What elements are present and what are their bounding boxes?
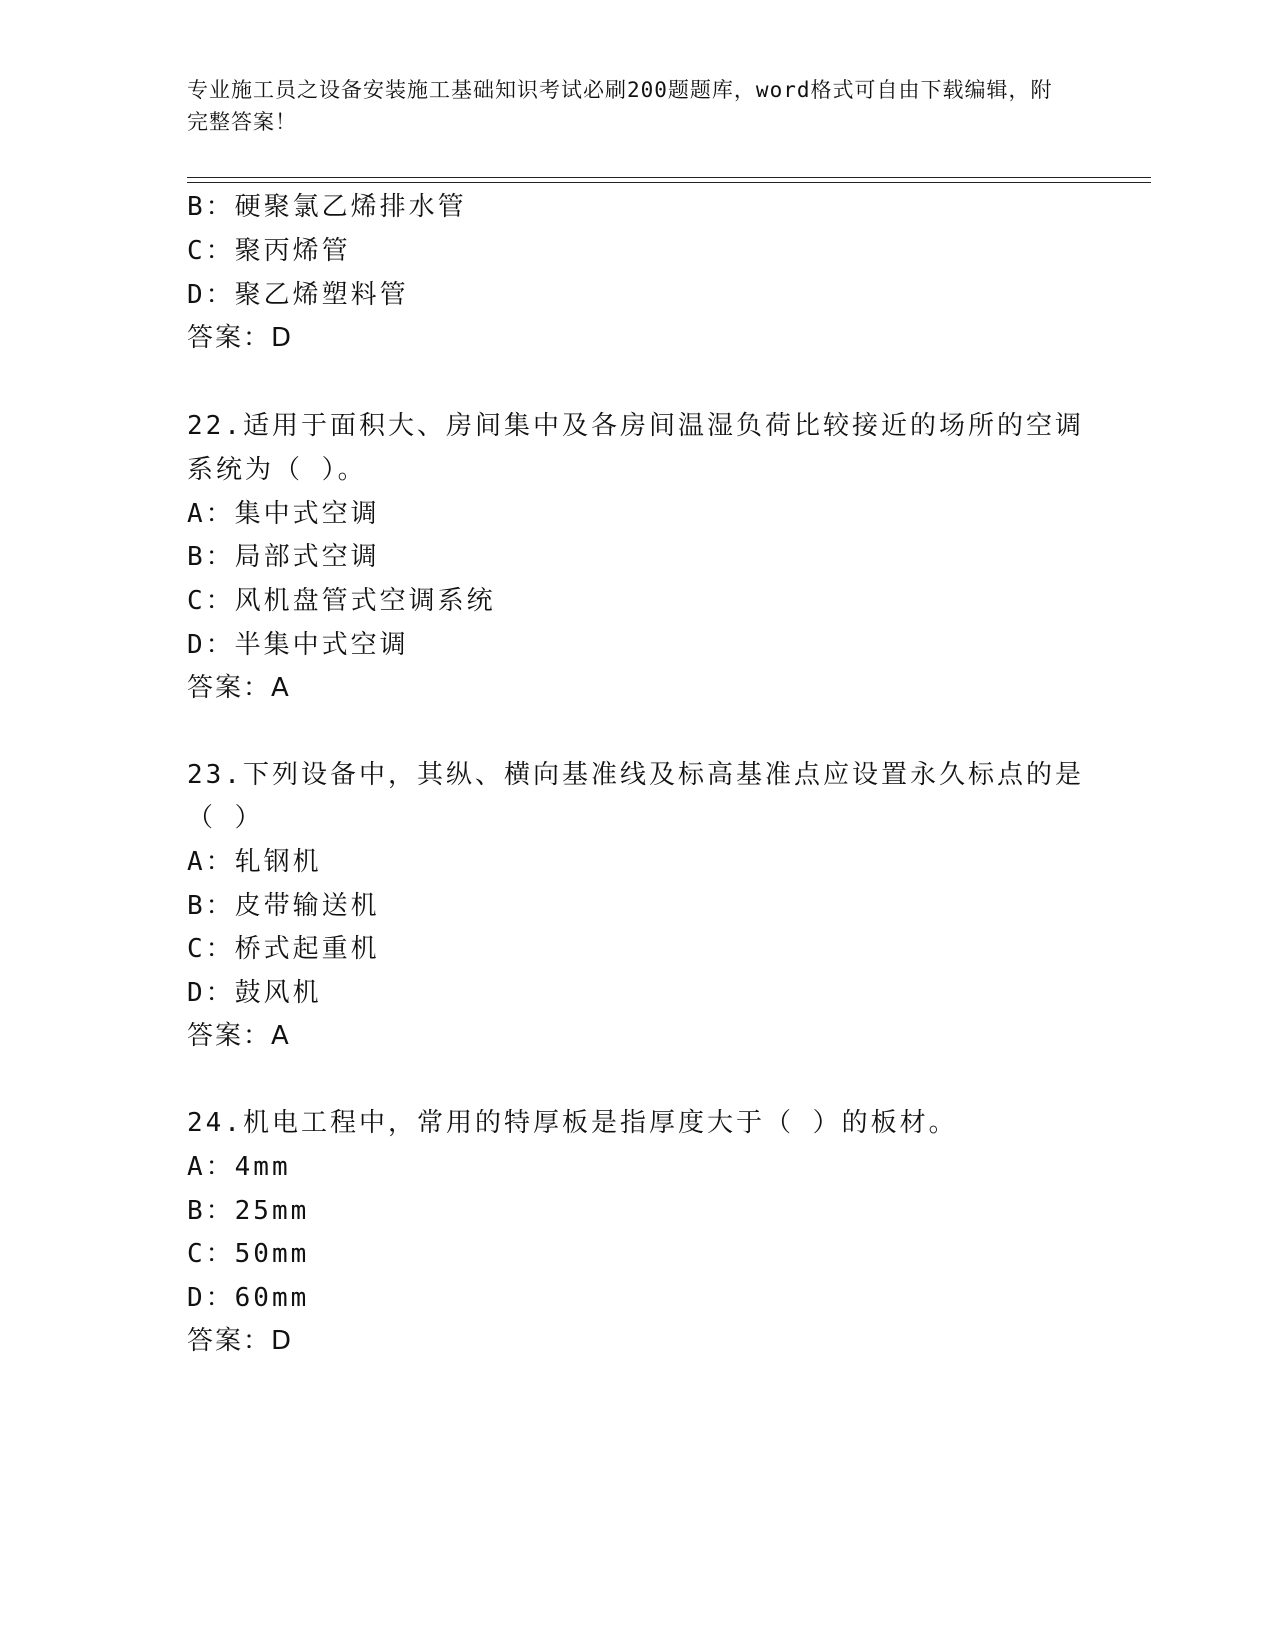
q23-option-c: C：桥式起重机 (187, 934, 380, 964)
header-divider-top (187, 177, 1151, 178)
q24-option-b: B：25mm (187, 1196, 310, 1226)
q22-option-b: B：局部式空调 (187, 542, 380, 572)
q21-answer: 答案：D (187, 323, 294, 353)
header-divider-bottom (187, 182, 1151, 183)
q24-stem-line1: 24.机电工程中，常用的特厚板是指厚度大于（ ）的板材。 (187, 1108, 958, 1138)
q23-option-a: A：轧钢机 (187, 847, 322, 877)
q21-option-c: C：聚丙烯管 (187, 236, 351, 266)
q24-option-d: D：60mm (187, 1283, 310, 1313)
q23-option-b: B：皮带输送机 (187, 891, 380, 921)
q23-answer: 答案：A (187, 1021, 291, 1051)
q22-answer: 答案：A (187, 673, 291, 703)
q22-option-a: A：集中式空调 (187, 499, 380, 529)
q22-option-c: C：风机盘管式空调系统 (187, 586, 496, 616)
q24-option-c: C：50mm (187, 1239, 310, 1269)
q23-stem-line2: （ ） (187, 803, 264, 833)
q23-stem-line1: 23.下列设备中，其纵、横向基准线及标高基准点应设置永久标点的是 (187, 760, 1084, 790)
q24-option-a: A：4mm (187, 1152, 291, 1182)
q21-option-b: B：硬聚氯乙烯排水管 (187, 192, 467, 222)
q22-option-d: D：半集中式空调 (187, 630, 409, 660)
q24-answer: 答案：D (187, 1326, 294, 1356)
document-header: 专业施工员之设备安装施工基础知识考试必刷200题题库，word格式可自由下载编辑，附完整答案！ (187, 78, 1053, 134)
q23-option-d: D：鼓风机 (187, 978, 322, 1008)
q22-stem-line2: 系统为（ ）。 (187, 455, 367, 485)
q22-stem-line1: 22.适用于面积大、房间集中及各房间温湿负荷比较接近的场所的空调 (187, 411, 1084, 441)
q21-option-d: D：聚乙烯塑料管 (187, 280, 409, 310)
